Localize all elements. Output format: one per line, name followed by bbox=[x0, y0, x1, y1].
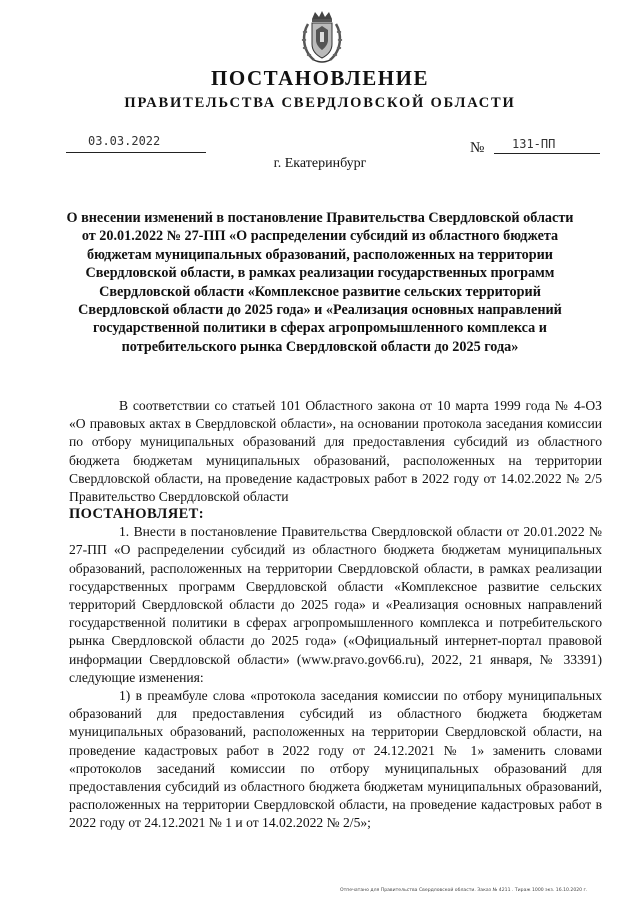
city: г. Екатеринбург bbox=[273, 156, 367, 171]
document-number: 131-ПП bbox=[512, 137, 556, 151]
document-body bbox=[69, 397, 602, 833]
document-type: ПОСТАНОВЛЕНИЕ bbox=[211, 66, 429, 90]
coat-of-arms-icon bbox=[300, 10, 344, 66]
print-note: Отпечатано для Правительства Свердловской области. Заказ № 4211 . Тираж 1000 экз. 16.10.2020 г. bbox=[340, 888, 588, 893]
item-1-1-paragraph: 1) в преамбуле слова «протокола заседания комиссии по отбору муниципальных образований для предоставления субсидий из областного бюджета бюджетам муниципальных образований, расположенных на территории Свердловской области, на проведение кадастровых работ в 2022 году от 24.12.2021 № 1» заменить словами «протоколов заседаний комиссии по отбору муниципальных образований для предоставления субсидий из областного бюджета бюджетам муниципальных образований, расположенных на территории Свердловской области, на проведение кадастровых работ в 2022 году от 24.12.2021 № 1 и от 14.02.2022 № 2/5»; bbox=[69, 688, 602, 831]
number-underline bbox=[494, 153, 600, 154]
item-1-paragraph: 1. Внести в постановление Правительства Свердловской области от 20.01.2022 № 27-ПП «О распределении субсидий из областного бюджета бюджетам муниципальных образований, расположенных на территории Свердловской области, в рамках реализации государственных программ Свердловской области «Комплексное развитие сельских территорий Свердловской области до 2025 года» и «Реализация основных направлений государственной политики в сферах агропромышленного комплекса и потребительского рынка Свердловской области до 2025 года» («Официальный интернет-портал правовой информации Свердловской области» (www.pravo.gov66.ru), 2022, 21 января, № 33391) следующие изменения: bbox=[69, 524, 602, 685]
document-date: 03.03.2022 bbox=[88, 134, 161, 148]
number-sign: № bbox=[470, 140, 485, 156]
decree-heading: ПОСТАНОВЛЯЕТ: bbox=[69, 506, 204, 523]
document-title: О внесении изменений в постановление Правительства Свердловской области от 20.01.2022 № 27-ПП «О распределении субсидий из областного бюджета бюджетам муниципальных образований, расположенных на территории Свердловской области, в рамках реализации государственных программ Свердловской области «Комплексное развитие сельских территорий Свердловской области до 2025 года» и «Реализация основных направлений государственной политики в сферах агропромышленного комплекса и потребительского рынка Свердловской области до 2025 года» bbox=[66, 210, 574, 355]
date-underline bbox=[66, 152, 206, 153]
preamble-paragraph: В соответствии со статьей 101 Областного закона от 10 марта 1999 года № 4-ОЗ «О правовых актах в Свердловской области», на основании протокола заседания комиссии по отбору муниципальных образований для предоставления субсидий из областного бюджета бюджетам муниципальных образований, расположенных на территории Свердловской области, на проведение кадастровых работ в 2022 году от 14.02.2022 № 2/5 Правительство Свердловской области bbox=[69, 398, 602, 505]
issuing-authority: ПРАВИТЕЛЬСТВА СВЕРДЛОВСКОЙ ОБЛАСТИ bbox=[124, 95, 516, 111]
